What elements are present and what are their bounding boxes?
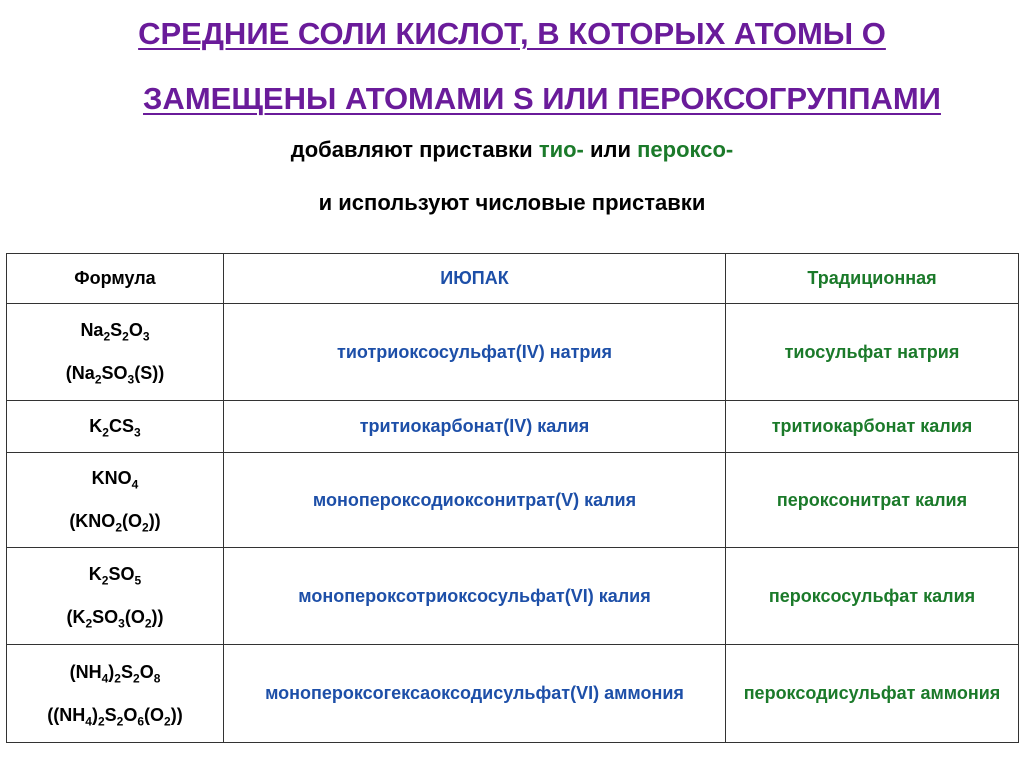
formula-line: $K_2CS_3$ [89, 416, 141, 440]
iupac-name-cell: монопероксотриоксосульфат(VI) калия [224, 548, 726, 645]
formula-alt-line: $(Na_2SO_3(S))$ [65, 363, 165, 387]
salts-table [6, 253, 1019, 743]
header-formula: Формула [7, 254, 224, 304]
formula-line: $Na_2S_2O_3$ [80, 320, 150, 344]
table-row [7, 453, 1019, 548]
table-row [7, 304, 1019, 401]
formula-cell [7, 645, 224, 743]
header-traditional: Традиционная [726, 254, 1019, 304]
traditional-name-cell: пероксосульфат калия [726, 548, 1019, 645]
prefix-thio: тио- [538, 137, 584, 162]
iupac-name-cell: тритиокарбонат(IV) калия [224, 401, 726, 453]
prefix-peroxo: пероксо- [637, 137, 734, 162]
iupac-name-cell: тиотриоксосульфат(IV) натрия [224, 304, 726, 401]
traditional-name-cell: тритиокарбонат калия [726, 401, 1019, 453]
table-row [7, 401, 1019, 453]
formula-cell [7, 548, 224, 645]
formula-line: $(NH_4)_2S_2O_8$ [69, 661, 161, 686]
title-line-2: ЗАМЕЩЕНЫ АТОМАМИ S ИЛИ ПЕРОКСОГРУППАМИ [143, 81, 941, 116]
formula-cell [7, 453, 224, 548]
traditional-name-cell: пероксодисульфат аммония [726, 645, 1019, 743]
formula-alt-line: $(K_2SO_3(O_2))$ [66, 607, 164, 631]
traditional-name-cell: пероксонитрат калия [726, 453, 1019, 548]
title-line-1: СРЕДНИЕ СОЛИ КИСЛОТ, В КОТОРЫХ АТОМЫ О [138, 16, 886, 51]
table-header-row [7, 254, 1019, 304]
subtitle-line-2: и используют числовые приставки [318, 190, 706, 215]
traditional-name-cell: тиосульфат натрия [726, 304, 1019, 401]
formula-cell [7, 304, 224, 401]
formula-line: $K_2SO_5$ [88, 564, 142, 588]
header-iupac: ИЮПАК [224, 254, 726, 304]
subtitle-line-1 [0, 137, 1024, 163]
subtitle-text-start: добавляют приставки [290, 137, 539, 162]
iupac-name-cell: монопероксодиоксонитрат(V) калия [224, 453, 726, 548]
table-row [7, 548, 1019, 645]
table-row [7, 645, 1019, 743]
formula-alt-line: $(KNO_2(O_2))$ [69, 511, 161, 535]
formula-alt-line: $((NH_4)_2S_2O_6(O_2))$ [47, 704, 183, 729]
iupac-name-cell: монопероксогексаоксодисульфат(VI) аммония [224, 645, 726, 743]
formula-line: $KNO_4$ [91, 468, 139, 492]
formula-cell [7, 401, 224, 453]
subtitle-text-mid: или [583, 137, 638, 162]
